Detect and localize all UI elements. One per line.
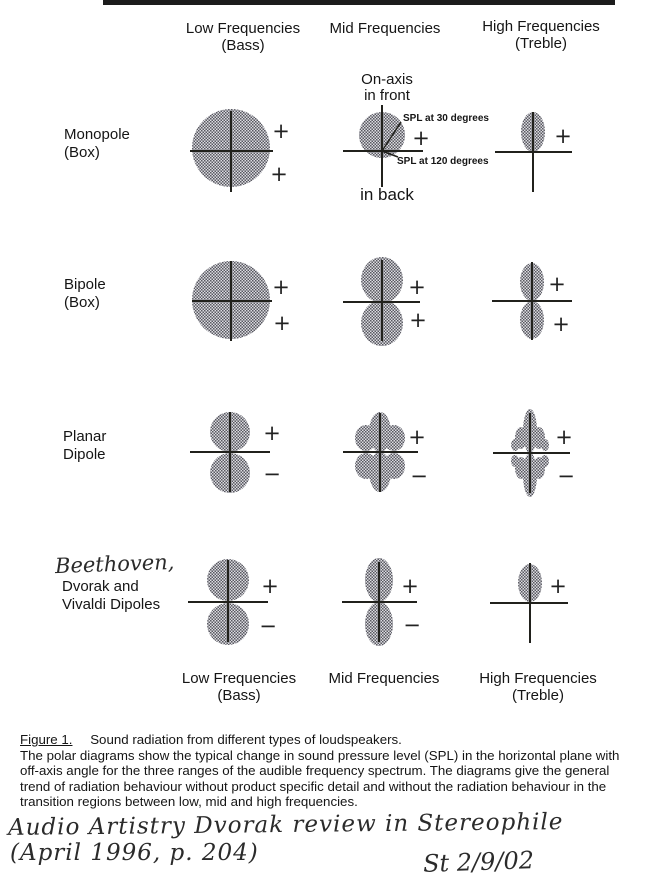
polar-diagram-planar-low — [170, 392, 290, 512]
row-label-dvorak-line1: Dvorak and — [62, 578, 139, 595]
header-mid-line1: Mid Frequencies — [329, 20, 441, 37]
sign-r2-low-top: + — [272, 275, 290, 299]
polar-diagram-dipoles-low — [168, 542, 288, 662]
footer-high-line2: (Treble) — [512, 687, 564, 704]
annotation-in-back: in back — [360, 185, 414, 204]
annotation-spl-120: SPL at 120 degrees — [397, 156, 489, 167]
footer-high-line1: High Frequencies — [479, 670, 597, 687]
footer-low-line2: (Bass) — [217, 687, 261, 704]
annotation-on-axis-line1: On-axis — [361, 71, 413, 88]
row-label-bipole — [64, 276, 106, 312]
sign-r2-mid-top: + — [408, 275, 426, 299]
header-mid-frequencies — [310, 20, 460, 37]
row-label-planar-dipole — [63, 428, 106, 464]
sign-r3-low-bottom: − — [263, 462, 281, 486]
footer-low-line1: Low Frequencies — [181, 670, 297, 687]
sign-r4-high-top: + — [549, 574, 567, 598]
row-label-bipole-line2: (Box) — [64, 294, 100, 311]
footer-high-frequencies — [463, 670, 613, 704]
handwritten-note-line2: (April 1996, p. 204) — [10, 840, 259, 866]
sign-r1-low-top: + — [272, 119, 290, 143]
polar-diagram-monopole-high — [473, 92, 593, 212]
header-low-line1: Low Frequencies — [185, 20, 301, 37]
annotation-on-axis-line2: in front — [364, 87, 410, 104]
row-label-monopole-line2: (Box) — [64, 144, 100, 161]
caption-line-3: trend of radiation behaviour without product specific detail and without the radiation behaviour in the — [20, 778, 607, 794]
polar-diagram-dipoles-high — [470, 543, 590, 663]
sign-r4-low-bottom: − — [259, 614, 277, 638]
header-low-line2: (Bass) — [221, 37, 265, 54]
sign-r4-mid-top: + — [401, 574, 419, 598]
row-label-bipole-line1: Bipole — [64, 276, 106, 293]
handwritten-note-line1: Audio Artistry Dvorak review in Stereophile — [7, 809, 564, 841]
figure-title: Sound radiation from different types of loudspeakers. — [90, 732, 402, 747]
sign-r3-mid-top: + — [408, 425, 426, 449]
sign-r3-low-top: + — [263, 421, 281, 445]
polar-diagram-bipole-mid — [322, 242, 442, 362]
header-low-frequencies — [168, 20, 318, 54]
figure-label: Figure 1. — [20, 732, 73, 747]
sign-r3-high-bottom: − — [557, 464, 575, 488]
row-label-planar-line1: Planar — [63, 428, 107, 445]
sign-r3-high-top: + — [555, 425, 573, 449]
row-label-monopole-line1: Monopole — [64, 126, 130, 143]
header-high-line1: High Frequencies — [482, 18, 600, 35]
figure-caption-body — [20, 748, 619, 810]
sign-r2-high-bottom: + — [552, 312, 570, 336]
polar-diagram-planar-high — [470, 393, 590, 513]
handwritten-signature: St 2/9/02 — [422, 846, 535, 878]
scan-artifact-bar — [103, 0, 615, 5]
caption-line-1: The polar diagrams show the typical change in sound pressure level (SPL) in the horizontal plane with — [20, 748, 620, 763]
caption-line-4: transition regions between low, mid and high frequencies. — [20, 794, 358, 810]
sign-r1-low-bottom: + — [270, 162, 288, 186]
sign-r2-low-bottom: + — [273, 311, 291, 335]
annotation-spl-30: SPL at 30 degrees — [403, 113, 489, 124]
sign-r4-mid-bottom: − — [403, 613, 421, 637]
polar-diagram-bipole-high — [472, 241, 592, 361]
row-label-dvorak-vivaldi — [62, 578, 160, 614]
footer-low-frequencies — [164, 670, 314, 704]
footer-mid-line1: Mid Frequencies — [328, 670, 440, 687]
polar-diagram-monopole-low — [171, 91, 291, 211]
figure-caption-heading — [20, 732, 402, 747]
footer-mid-frequencies — [309, 670, 459, 687]
sign-r2-mid-bottom: + — [409, 308, 427, 332]
polar-diagram-bipole-low — [171, 241, 291, 361]
polar-diagram-dipoles-mid — [319, 542, 439, 662]
row-label-planar-line2: Dipole — [63, 446, 106, 463]
sign-r3-mid-bottom: − — [410, 464, 428, 488]
annotation-on-axis — [347, 72, 427, 104]
sign-r2-high-top: + — [548, 272, 566, 296]
handwritten-beethoven-label: Beethoven, — [54, 549, 175, 579]
caption-line-2: off-axis angle for the three ranges of the audible frequency spectrum. The diagrams give the general — [20, 763, 610, 779]
header-high-frequencies — [466, 18, 616, 52]
sign-r1-mid-top: + — [412, 126, 430, 150]
row-label-dvorak-line2: Vivaldi Dipoles — [62, 596, 161, 613]
header-high-line2: (Treble) — [515, 35, 567, 52]
sign-r1-high-top: + — [554, 124, 572, 148]
sign-r4-low-top: + — [261, 574, 279, 598]
polar-diagram-planar-mid — [320, 392, 440, 512]
row-label-monopole — [64, 126, 130, 162]
